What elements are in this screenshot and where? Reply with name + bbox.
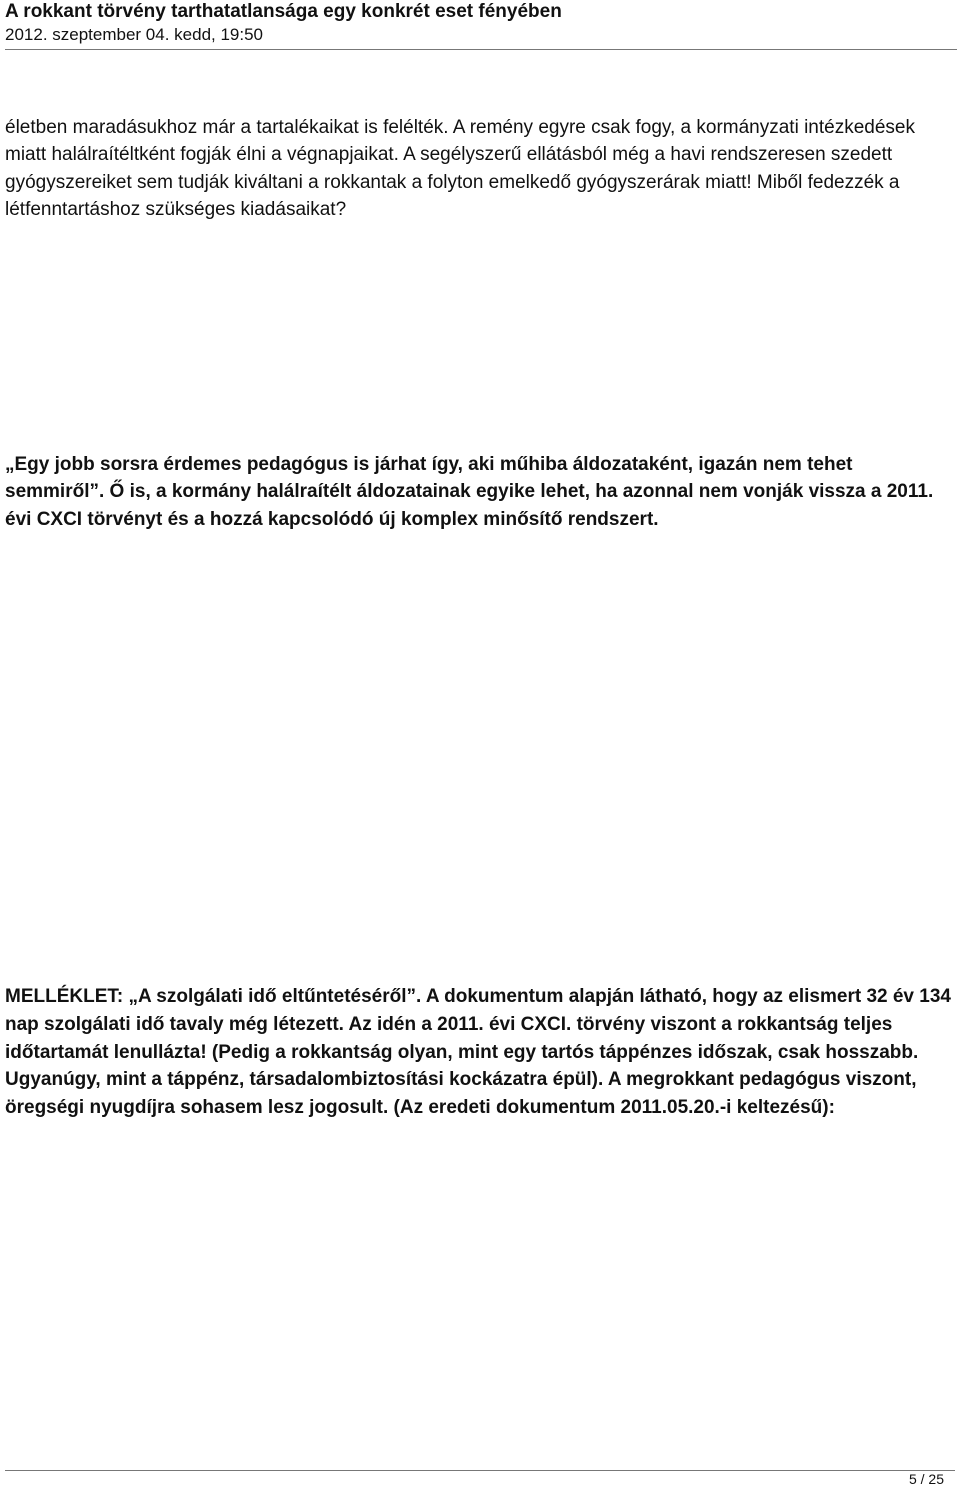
document-date: 2012. szeptember 04. kedd, 19:50	[5, 25, 264, 44]
body-paragraph-1: életben maradásukhoz már a tartalékaikat is felélték. A remény egyre csak fogy, a kormányzati intézkedések miatt halálraítéltként fogják élni a végnapjaikat. A segélyszerű ellátásból még a havi rendszeresen szedett gyógyszereiket sem tudják kiváltani a rokkantak a folyton emelkedő gyógyszerárak miatt! Miből fedezzék a létfenntartáshoz szükséges kiadásaikat?	[5, 117, 915, 221]
header-divider	[5, 49, 957, 50]
body-paragraph-2-quote: „Egy jobb sorsra érdemes pedagógus is járhat így, aki műhiba áldozataként, igazán nem tehet semmiről”. Ő is, a kormány halálraítélt áldozatainak egyike lehet, ha azonnal nem vonják vissza a 2011. évi CXCI törvényt és a hozzá kapcsolódó új komplex minősítő rendszert.	[5, 454, 934, 530]
body-paragraph-3-attachment: MELLÉKLET: „A szolgálati idő eltűntetéséről”. A dokumentum alapján látható, hogy az elismert 32 év 134 nap szolgálati idő tavaly még létezett. Az idén a 2011. évi CXCI. törvény viszont a rokkantság teljes időtartamát lenullázta! (Pedig a rokkantság olyan, mint egy tartós táppénzes időszak, csak hosszabb. Ugyanúgy, mint a táppénz, társadalombiztosítási kockázatra épül). A megrokkant pedagógus viszont, öregségi nyugdíjra sohasem lesz jogosult. (Az eredeti dokumentum 2011.05.20.-i keltezésű):	[5, 986, 951, 1119]
document-title: A rokkant törvény tarthatatlansága egy konkrét eset fényében	[5, 1, 562, 22]
page-number: 5 / 25	[908, 1471, 944, 1487]
page-header	[5, 0, 955, 46]
footer-divider	[5, 1470, 955, 1471]
